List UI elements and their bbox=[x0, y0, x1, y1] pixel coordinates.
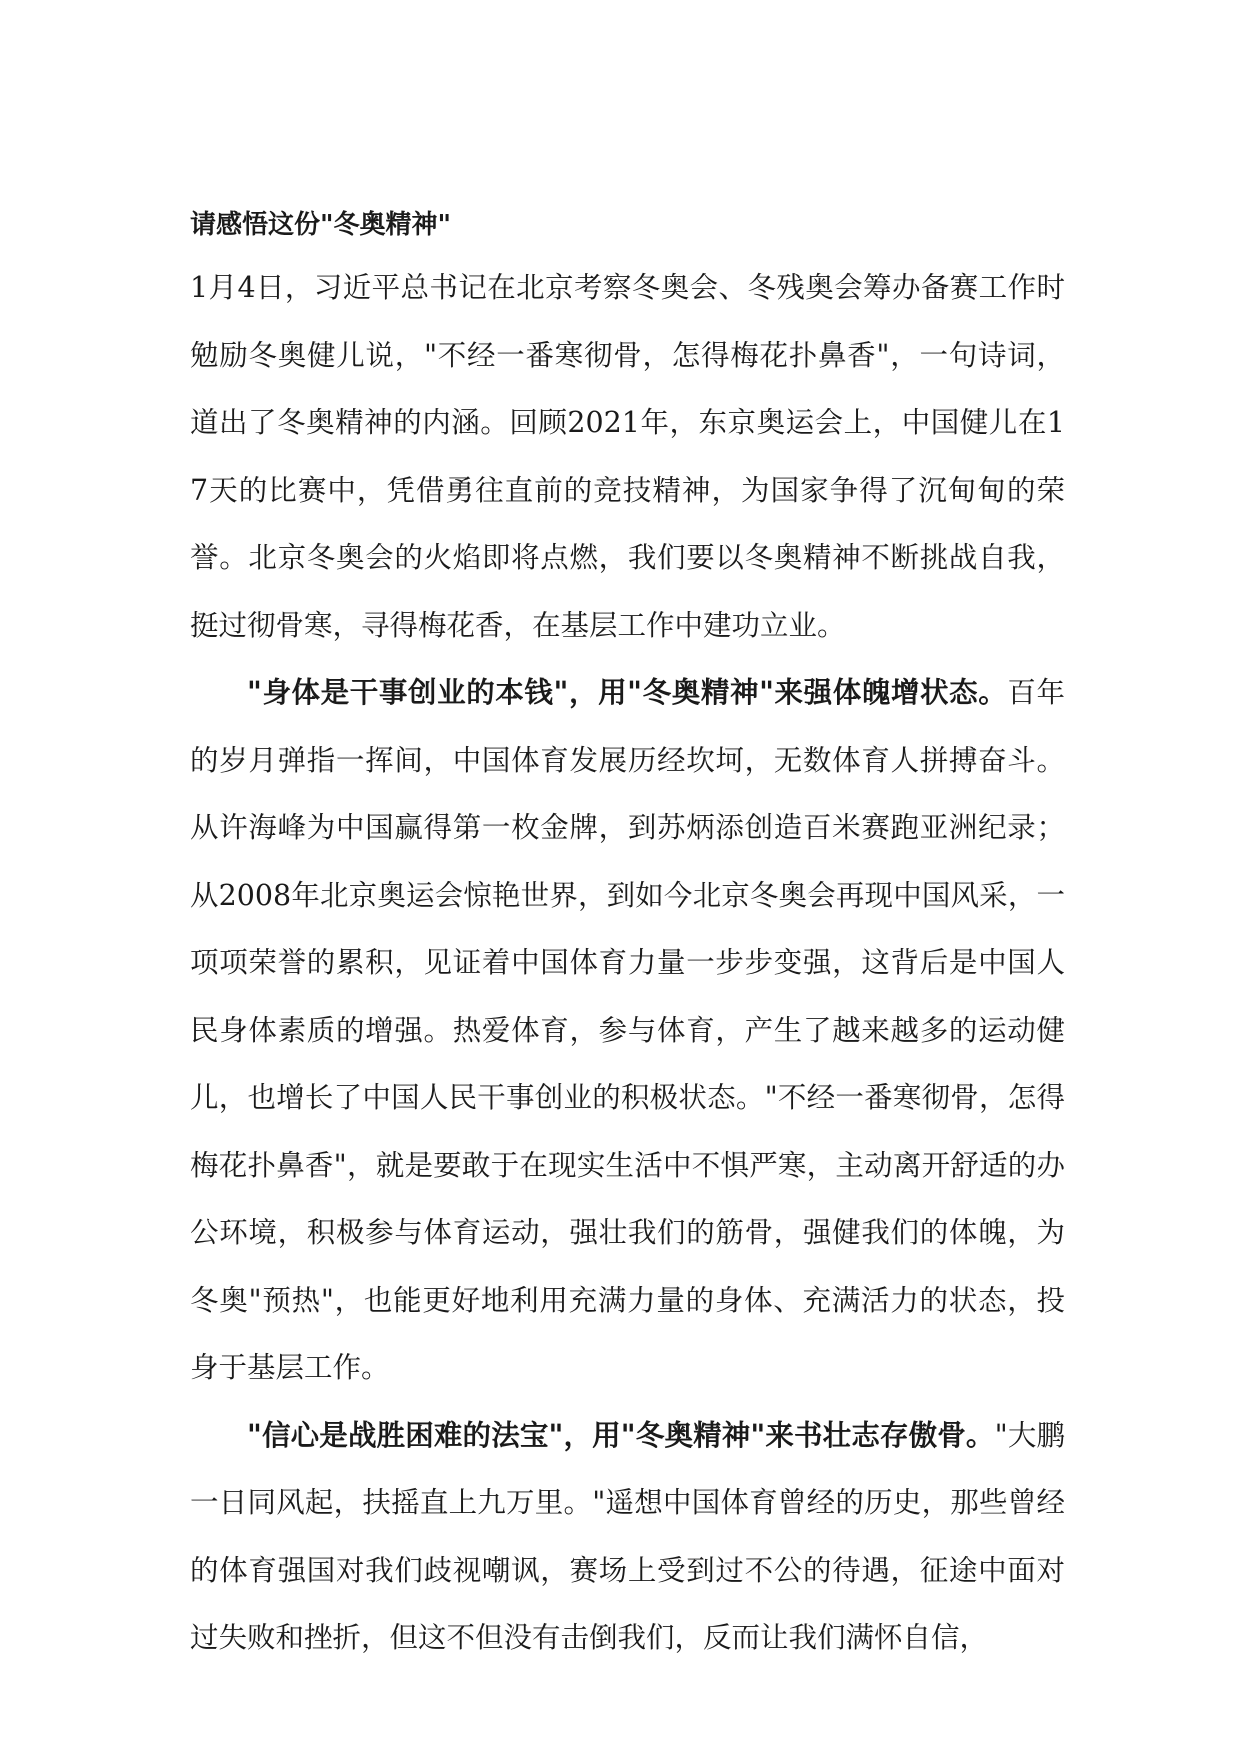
document-title: 请感悟这份"冬奥精神" bbox=[190, 210, 452, 240]
paragraph-lead-heading: "身体是干事创业的本钱"，用"冬奥精神"来强体魄增状态。 bbox=[247, 675, 1008, 709]
paragraph-text: 1月4日，习近平总书记在北京考察冬奥会、冬残奥会筹办备赛工作时勉励冬奥健儿说，"不经一番寒彻骨，怎得梅花扑鼻香"，一句诗词，道出了冬奥精神的内涵。回顾2021年，东京奥运会上，中国健儿在17天的比赛中，凭借勇往直前的竞技精神，为国家争得了沉甸甸的荣誉。北京冬奥会的火焰即将点燃，我们要以冬奥精神不断挑战自我，挺过彻骨寒，寻得梅花香，在基层工作中建功立业。 bbox=[190, 271, 1065, 642]
paragraph-intro bbox=[190, 254, 1065, 659]
paragraph-text: 百年的岁月弹指一挥间，中国体育发展历经坎坷，无数体育人拼搏奋斗。从许海峰为中国赢得第一枚金牌，到苏炳添创造百米赛跑亚洲纪录；从2008年北京奥运会惊艳世界，到如今北京冬奥会再现中国风采，一项项荣誉的累积，见证着中国体育力量一步步变强，这背后是中国人民身体素质的增强。热爱体育，参与体育，产生了越来越多的运动健儿，也增长了中国人民干事创业的积极状态。"不经一番寒彻骨，怎得梅花扑鼻香"，就是要敢于在现实生活中不惧严寒，主动离开舒适的办公环境，积极参与体育运动，强壮我们的筋骨，强健我们的体魄，为冬奥"预热"，也能更好地利用充满力量的身体、充满活力的状态，投身于基层工作。 bbox=[190, 676, 1065, 1384]
paragraph-text: "大鹏一日同风起，扶摇直上九万里。"遥想中国体育曾经的历史，那些曾经的体育强国对我们歧视嘲讽，赛场上受到过不公的待遇，征途中面对过失败和挫折，但这不但没有击倒我们，反而让我们满怀自信， bbox=[190, 1418, 1066, 1654]
document-body bbox=[190, 196, 1065, 1672]
paragraph-lead-heading: "信心是战胜困难的法宝"，用"冬奥精神"来书壮志存傲骨。 bbox=[247, 1417, 995, 1452]
paragraph-body-health bbox=[190, 659, 1065, 1402]
paragraph-body-confidence bbox=[190, 1402, 1065, 1672]
